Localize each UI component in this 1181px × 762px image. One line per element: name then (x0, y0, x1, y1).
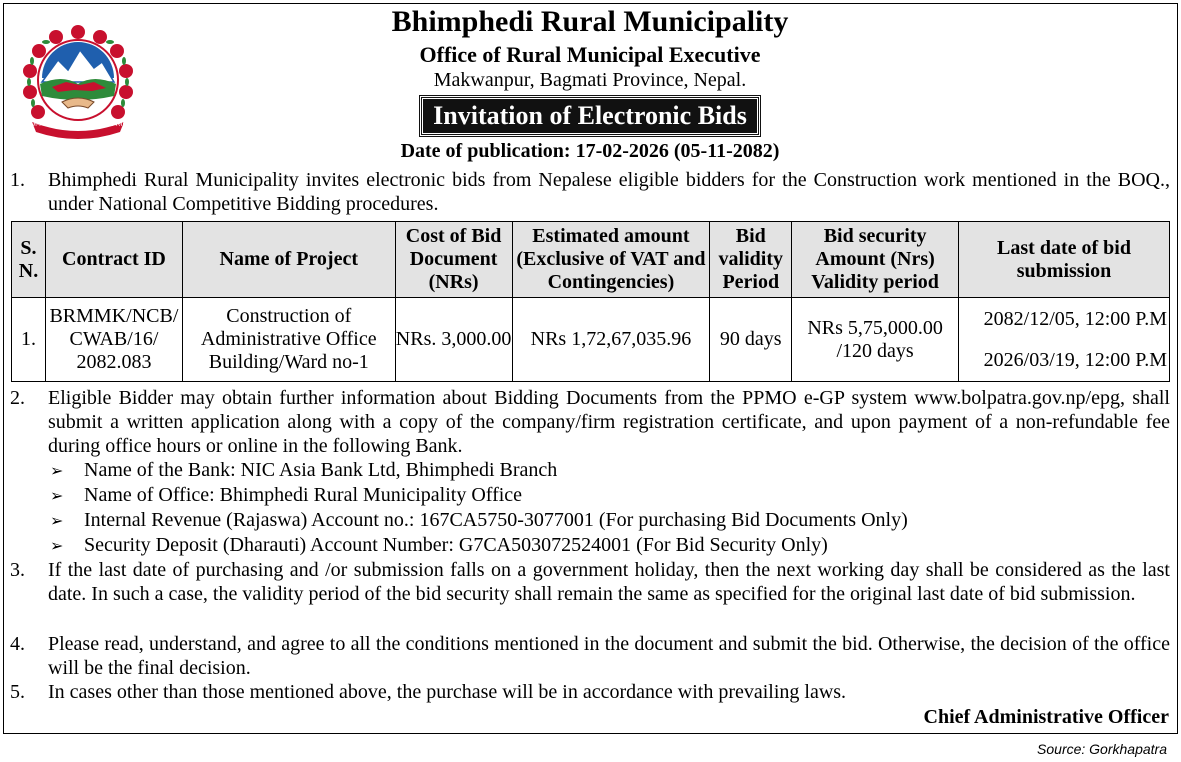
cell-validity: 90 days (710, 298, 792, 382)
clause-number: 2. (10, 387, 25, 409)
col-header-contract-id: Contract ID (45, 222, 182, 298)
cell-last-date (959, 298, 1170, 382)
list-item-text: Name of the Bank: NIC Asia Bank Ltd, Bhimphedi Branch (84, 459, 558, 481)
cell-sn: 1. (12, 298, 46, 382)
col-header-security: Bid security Amount (Nrs) Validity period (792, 222, 959, 298)
source-credit: Source: Gorkhapatra (1037, 741, 1167, 757)
clause-4 (10, 632, 1170, 680)
clause-text: Bhimphedi Rural Municipality invites electronic bids from Nepalese eligible bidders for the Construction work mentioned in the BOQ., under National Competitive Bidding procedures. (48, 169, 1170, 215)
cell-project: Construction of Administrative Office Building/Ward no-1 (182, 298, 395, 382)
col-header-sn: S. N. (12, 222, 46, 298)
clause-number: 1. (10, 169, 25, 191)
bids-table (11, 221, 1170, 382)
cell-security: NRs 5,75,000.00 /120 days (792, 298, 959, 382)
last-date-ad: 2026/03/19, 12:00 P.M (983, 348, 1167, 371)
clause-text: Please read, understand, and agree to all the conditions mentioned in the document and submit the bid. Otherwise, the decision of the office will be the final decision. (48, 633, 1170, 679)
col-header-last-date: Last date of bid submission (959, 222, 1170, 298)
cell-cost: NRs. 3,000.00 (395, 298, 512, 382)
list-item (50, 533, 1150, 558)
emblem-motto: जननी जन्मभूमिश्च स्वर्गादपि गरीयसी (31, 120, 125, 128)
last-date-bs: 2082/12/05, 12:00 P.M (983, 307, 1167, 330)
list-item-text: Name of Office: Bhimphedi Rural Municipality Office (84, 484, 523, 506)
signatory-title: Chief Administrative Officer (923, 706, 1169, 728)
arrow-icon: ➢ (50, 536, 64, 555)
notice-banner: Invitation of Electronic Bids (420, 96, 760, 136)
arrow-icon: ➢ (50, 486, 64, 505)
col-header-estimate: Estimated amount (Exclusive of VAT and Contingencies) (512, 222, 710, 298)
clause-1 (10, 168, 1170, 216)
clause-number: 5. (10, 681, 25, 703)
clause-text: Eligible Bidder may obtain further information about Bidding Documents from the PPMO e-GP system www.bolpatra.gov.np/epg, shall submit a written application along with a copy of the company/firm registration certificate, and upon payment of a non-refundable fee during office hours or online in the following Bank. (48, 387, 1170, 457)
bank-details-list (50, 458, 1150, 558)
cell-estimate: NRs 1,72,67,035.96 (512, 298, 710, 382)
office-name: Office of Rural Municipal Executive (419, 42, 761, 67)
clause-3 (10, 558, 1170, 606)
office-address: Makwanpur, Bagmati Province, Nepal. (433, 69, 747, 91)
clause-number: 3. (10, 559, 25, 581)
municipality-title: Bhimphedi Rural Municipality (391, 5, 789, 38)
list-item (50, 508, 1150, 533)
col-header-validity: Bid validity Period (710, 222, 792, 298)
list-item (50, 483, 1150, 508)
arrow-icon: ➢ (50, 511, 64, 530)
col-header-project: Name of Project (182, 222, 395, 298)
notice-header (140, 4, 1040, 164)
clause-2 (10, 386, 1170, 458)
table-row (12, 298, 1170, 382)
table-header-row (12, 222, 1170, 298)
arrow-icon: ➢ (50, 461, 64, 480)
clause-5 (10, 680, 1170, 704)
list-item-text: Security Deposit (Dharauti) Account Number: G7CA503072524001 (For Bid Security Only) (84, 534, 828, 556)
clause-text: If the last date of purchasing and /or submission falls on a government holiday, then the next working day shall be considered as the last date. In such a case, the validity period of the bid security shall remain the same as specified for the original last date of bid submission. (48, 559, 1170, 605)
cell-contract-id: BRMMK/NCB/ CWAB/16/ 2082.083 (45, 298, 182, 382)
list-item-text: Internal Revenue (Rajaswa) Account no.: 167CA5750-3077001 (For purchasing Bid Documents Only) (84, 509, 908, 531)
publication-date: Date of publication: 17-02-2026 (05-11-2082) (400, 140, 780, 162)
list-item (50, 458, 1150, 483)
clause-text: In cases other than those mentioned above, the purchase will be in accordance with prevailing laws. (48, 681, 847, 703)
clause-number: 4. (10, 633, 25, 655)
col-header-cost: Cost of Bid Document (NRs) (395, 222, 512, 298)
